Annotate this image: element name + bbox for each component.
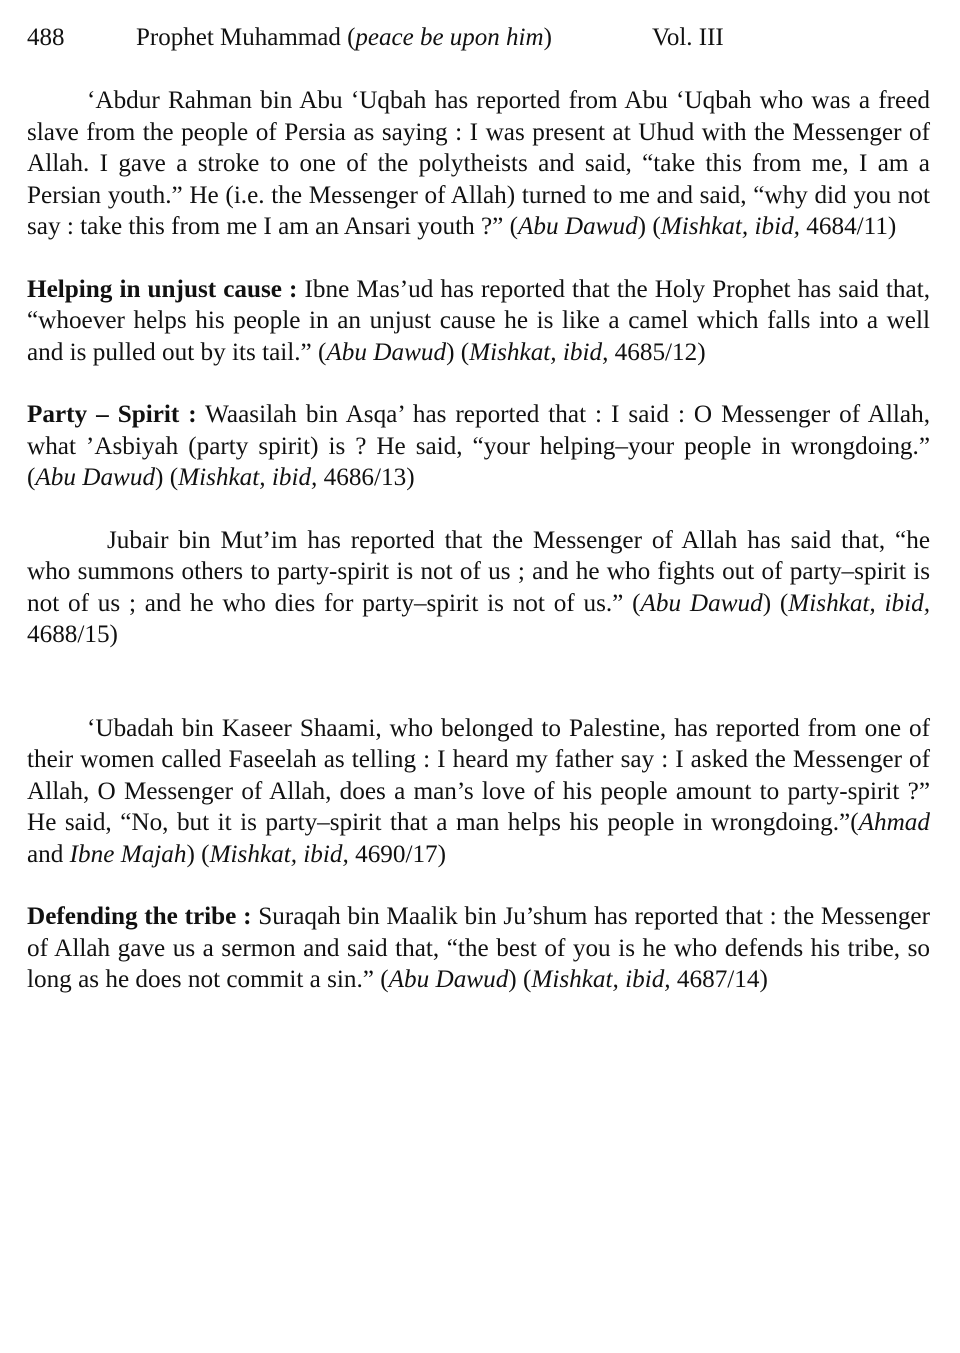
hadith-reference: 4685/12) — [608, 338, 706, 366]
citation-separator: and — [27, 840, 70, 868]
source-citation: Abu Dawud — [326, 338, 447, 366]
page-number: 488 — [27, 24, 65, 51]
hadith-reference: 4684/11) — [799, 213, 897, 240]
paragraph-ubadah — [27, 713, 930, 871]
source-citation: Mishkat, ibid, — [660, 213, 800, 240]
paragraph-text: Ibne Mas’ud has reported that the Holy Prophet has said that, “whoever helps his people in an unjust cause he is like a camel which falls into a well and is pulled out by its tail.” ( — [27, 275, 930, 366]
source-citation: Abu Dawud — [388, 966, 509, 993]
source-citation: Abu Dawud — [640, 589, 763, 617]
book-title-italic: peace be upon him — [355, 24, 544, 51]
paragraph-text: Waasilah bin Asqa’ has reported that : I said : O Messenger of Allah, what ’Asbiyah (party spirit) is ? He said, “your helping–your people in wrongdoing.” ( — [27, 401, 931, 491]
citation-separator: ) ( — [508, 966, 532, 993]
paragraph-defending-tribe — [27, 901, 930, 996]
source-citation: Mishkat, ibid, — [209, 840, 349, 868]
section-heading: Helping in unjust cause : — [27, 275, 298, 303]
paragraph-jubair — [27, 525, 930, 651]
book-title-main: Prophet Muhammad ( — [136, 24, 356, 51]
source-citation: Ibne Majah — [69, 840, 187, 868]
citation-separator: ) ( — [637, 213, 661, 240]
source-citation: Mishkat, ibid, — [788, 589, 931, 617]
source-citation: Abu Dawud — [518, 213, 638, 240]
paragraph-text: Suraqah bin Maalik bin Ju’shum has reported that : the Messenger of Allah gave us a sermon and said that, “the best of you is he who defends his tribe, so long as he does not commit a sin.” ( — [27, 903, 930, 993]
book-title — [136, 22, 552, 54]
body-text — [27, 85, 930, 996]
paragraph-abdur-rahman — [27, 85, 930, 243]
citation-separator: ) ( — [762, 589, 789, 617]
paragraph-helping-unjust-cause — [27, 274, 930, 369]
running-header — [27, 22, 932, 54]
paragraph-party-spirit — [27, 399, 930, 494]
source-citation: Mishkat, ibid, — [178, 464, 318, 491]
source-citation: Mishkat, ibid, — [469, 338, 609, 366]
hadith-reference: 4686/13) — [317, 464, 415, 491]
citation-separator: ) ( — [155, 464, 179, 491]
citation-separator: ) ( — [186, 840, 210, 868]
section-heading: Party – Spirit : — [27, 401, 197, 428]
hadith-reference: 4687/14) — [670, 966, 768, 993]
source-citation: Mishkat, ibid, — [531, 966, 671, 993]
hadith-reference: 4688/15) — [27, 621, 118, 648]
volume-label: Vol. III — [652, 24, 724, 51]
hadith-reference: 4690/17) — [348, 840, 447, 868]
source-citation: Abu Dawud — [35, 464, 156, 491]
paragraph-text: ‘Abdur Rahman bin Abu ‘Uqbah has reported from Abu ‘Uqbah who was a freed slave from the people of Persia as saying : I was present at Uhud with the Messenger of Allah. I gave a stroke to one of the polytheists and said, “take this from me, I am a Persian youth.” He (i.e. the Messenger of Allah) turned to me and said, “why did you not say : take this from me I am an Ansari youth ?” ( — [27, 87, 930, 240]
section-heading: Defending the tribe : — [27, 903, 252, 930]
paragraph-text: ‘Ubadah bin Kaseer Shaami, who belonged to Palestine, has reported from one of their women called Faseelah as telling : I heard my father say : I asked the Messenger of Allah, O Messenger of Allah, does a man’s love of his people amount to party-spirit ?” He said, “No, but it is party–spirit that a man helps his people in wrongdoing.”( — [27, 714, 930, 836]
source-citation: Ahmad — [858, 809, 930, 836]
citation-separator: ) ( — [446, 338, 470, 366]
paragraph-text: Jubair bin Mut’im has reported that the Messenger of Allah has said that, “he who summons others to party-spirit is not of us ; and he who fights out of party–spirit is not of us ; and he who dies for party–spirit is not of us.” ( — [27, 526, 930, 617]
book-title-close: ) — [543, 24, 552, 51]
